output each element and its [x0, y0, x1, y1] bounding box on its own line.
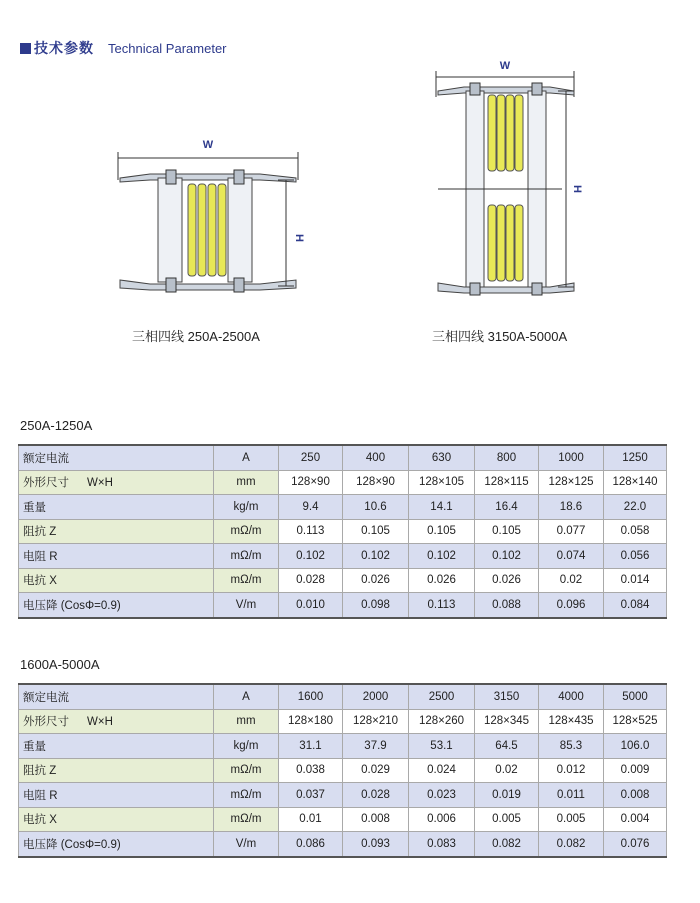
value-cell: 0.102 — [409, 544, 475, 569]
value-cell: 0.113 — [409, 593, 475, 618]
value-cell: 0.102 — [475, 544, 539, 569]
value-cell: 3150 — [475, 684, 539, 709]
value-cell: 0.102 — [343, 544, 409, 569]
value-cell: 0.096 — [539, 593, 604, 618]
param-name: 额定电流 — [23, 452, 69, 465]
value-cell: 128×90 — [343, 470, 409, 495]
busway-diagram-small — [110, 130, 320, 310]
value-cell: 0.026 — [475, 568, 539, 593]
value-cell: 0.008 — [343, 807, 409, 832]
table-row — [19, 568, 667, 593]
value-cell: 0.088 — [475, 593, 539, 618]
unit-cell: mΩ/m — [214, 568, 279, 593]
param-name-cell — [19, 832, 214, 857]
unit-cell: mΩ/m — [214, 807, 279, 832]
value-cell: 128×525 — [604, 709, 667, 734]
table-row — [19, 470, 667, 495]
value-cell: 0.028 — [279, 568, 343, 593]
value-cell: 0.058 — [604, 519, 667, 544]
value-cell: 630 — [409, 445, 475, 470]
value-cell: 0.02 — [539, 568, 604, 593]
spec-table-2 — [18, 683, 667, 858]
value-cell: 0.005 — [475, 807, 539, 832]
table-row — [19, 593, 667, 618]
value-cell: 0.008 — [604, 783, 667, 808]
value-cell: 128×345 — [475, 709, 539, 734]
param-name: 阻抗 Z — [23, 765, 57, 778]
value-cell: 0.105 — [475, 519, 539, 544]
table-row — [19, 807, 667, 832]
value-cell: 0.02 — [475, 758, 539, 783]
value-cell: 64.5 — [475, 734, 539, 759]
value-cell: 10.6 — [343, 495, 409, 520]
unit-cell: mΩ/m — [214, 783, 279, 808]
value-cell: 128×115 — [475, 470, 539, 495]
h-dimension-label: H — [293, 234, 305, 242]
param-name: 电抗 X — [23, 814, 57, 827]
value-cell: 250 — [279, 445, 343, 470]
unit-cell: mm — [214, 709, 279, 734]
unit-cell: mm — [214, 470, 279, 495]
value-cell: 1600 — [279, 684, 343, 709]
param-name: 重量 — [23, 501, 46, 514]
value-cell: 0.098 — [343, 593, 409, 618]
value-cell: 2000 — [343, 684, 409, 709]
diagram-caption-large: 三相四线 3150A-5000A — [432, 329, 568, 344]
value-cell: 0.083 — [409, 832, 475, 857]
value-cell: 0.076 — [604, 832, 667, 857]
table-row — [19, 758, 667, 783]
unit-cell: V/m — [214, 593, 279, 618]
param-name-cell — [19, 544, 214, 569]
param-name-cell — [19, 807, 214, 832]
param-name-cell — [19, 445, 214, 470]
value-cell: 106.0 — [604, 734, 667, 759]
param-name: 电压降 (CosΦ=0.9) — [23, 838, 121, 851]
table-row — [19, 544, 667, 569]
value-cell: 128×125 — [539, 470, 604, 495]
value-cell: 128×260 — [409, 709, 475, 734]
unit-cell: A — [214, 684, 279, 709]
spec-table-1 — [18, 444, 667, 619]
param-name-suffix: W×H — [87, 477, 113, 490]
value-cell: 0.037 — [279, 783, 343, 808]
value-cell: 0.113 — [279, 519, 343, 544]
value-cell: 0.093 — [343, 832, 409, 857]
w-dimension-label: W — [202, 139, 214, 151]
value-cell: 800 — [475, 445, 539, 470]
section-header — [20, 38, 227, 58]
param-name-cell — [19, 684, 214, 709]
param-name-suffix: W×H — [87, 716, 113, 729]
value-cell: 0.077 — [539, 519, 604, 544]
param-name-cell — [19, 734, 214, 759]
param-name: 阻抗 Z — [23, 526, 57, 539]
value-cell: 4000 — [539, 684, 604, 709]
unit-cell: kg/m — [214, 495, 279, 520]
value-cell: 16.4 — [475, 495, 539, 520]
busway-diagram-large — [428, 55, 608, 305]
table-row — [19, 519, 667, 544]
value-cell: 0.026 — [409, 568, 475, 593]
value-cell: 0.014 — [604, 568, 667, 593]
unit-cell: mΩ/m — [214, 758, 279, 783]
table-row — [19, 832, 667, 857]
value-cell: 14.1 — [409, 495, 475, 520]
param-name-cell — [19, 470, 214, 495]
table2-title: 1600A-5000A — [20, 657, 100, 672]
diagram-caption-small: 三相四线 250A-2500A — [132, 329, 260, 344]
value-cell: 0.056 — [604, 544, 667, 569]
square-bullet-icon — [20, 43, 31, 54]
table1-title: 250A-1250A — [20, 418, 93, 433]
param-name: 电阻 R — [23, 550, 58, 563]
value-cell: 0.105 — [343, 519, 409, 544]
unit-cell: mΩ/m — [214, 544, 279, 569]
param-name-cell — [19, 758, 214, 783]
param-name: 额定电流 — [23, 691, 69, 704]
value-cell: 0.082 — [475, 832, 539, 857]
value-cell: 0.084 — [604, 593, 667, 618]
w-dimension-label-2: W — [499, 60, 511, 72]
value-cell: 18.6 — [539, 495, 604, 520]
param-name: 电抗 X — [23, 575, 57, 588]
value-cell: 0.019 — [475, 783, 539, 808]
param-name-cell — [19, 495, 214, 520]
unit-cell: V/m — [214, 832, 279, 857]
header-title-cn: 技术参数 — [34, 41, 94, 57]
param-name: 重量 — [23, 740, 46, 753]
value-cell: 0.012 — [539, 758, 604, 783]
value-cell: 22.0 — [604, 495, 667, 520]
value-cell: 128×180 — [279, 709, 343, 734]
value-cell: 0.026 — [343, 568, 409, 593]
value-cell: 0.105 — [409, 519, 475, 544]
param-name-cell — [19, 783, 214, 808]
value-cell: 2500 — [409, 684, 475, 709]
value-cell: 0.010 — [279, 593, 343, 618]
value-cell: 128×435 — [539, 709, 604, 734]
value-cell: 0.004 — [604, 807, 667, 832]
value-cell: 0.029 — [343, 758, 409, 783]
param-name: 外形尺寸 — [23, 716, 69, 729]
value-cell: 128×210 — [343, 709, 409, 734]
table-row — [19, 495, 667, 520]
value-cell: 128×90 — [279, 470, 343, 495]
unit-cell: kg/m — [214, 734, 279, 759]
param-name-cell — [19, 568, 214, 593]
value-cell: 0.005 — [539, 807, 604, 832]
value-cell: 53.1 — [409, 734, 475, 759]
table-row — [19, 684, 667, 709]
value-cell: 0.006 — [409, 807, 475, 832]
value-cell: 0.038 — [279, 758, 343, 783]
param-name-cell — [19, 519, 214, 544]
param-name: 外形尺寸 — [23, 477, 69, 490]
value-cell: 1250 — [604, 445, 667, 470]
value-cell: 5000 — [604, 684, 667, 709]
value-cell: 128×140 — [604, 470, 667, 495]
value-cell: 0.024 — [409, 758, 475, 783]
value-cell: 0.074 — [539, 544, 604, 569]
unit-cell: mΩ/m — [214, 519, 279, 544]
value-cell: 0.082 — [539, 832, 604, 857]
unit-cell: A — [214, 445, 279, 470]
value-cell: 0.011 — [539, 783, 604, 808]
value-cell: 85.3 — [539, 734, 604, 759]
value-cell: 1000 — [539, 445, 604, 470]
header-title-en: Technical Parameter — [108, 40, 227, 56]
param-name: 电阻 R — [23, 789, 58, 802]
value-cell: 37.9 — [343, 734, 409, 759]
value-cell: 0.028 — [343, 783, 409, 808]
value-cell: 0.023 — [409, 783, 475, 808]
table-row — [19, 445, 667, 470]
value-cell: 0.009 — [604, 758, 667, 783]
value-cell: 128×105 — [409, 470, 475, 495]
param-name-cell — [19, 593, 214, 618]
value-cell: 0.102 — [279, 544, 343, 569]
table-row — [19, 709, 667, 734]
param-name: 电压降 (CosΦ=0.9) — [23, 599, 121, 612]
value-cell: 31.1 — [279, 734, 343, 759]
value-cell: 0.086 — [279, 832, 343, 857]
value-cell: 9.4 — [279, 495, 343, 520]
param-name-cell — [19, 709, 214, 734]
h-dimension-label-2: H — [571, 185, 583, 193]
value-cell: 400 — [343, 445, 409, 470]
table-row — [19, 783, 667, 808]
value-cell: 0.01 — [279, 807, 343, 832]
table-row — [19, 734, 667, 759]
